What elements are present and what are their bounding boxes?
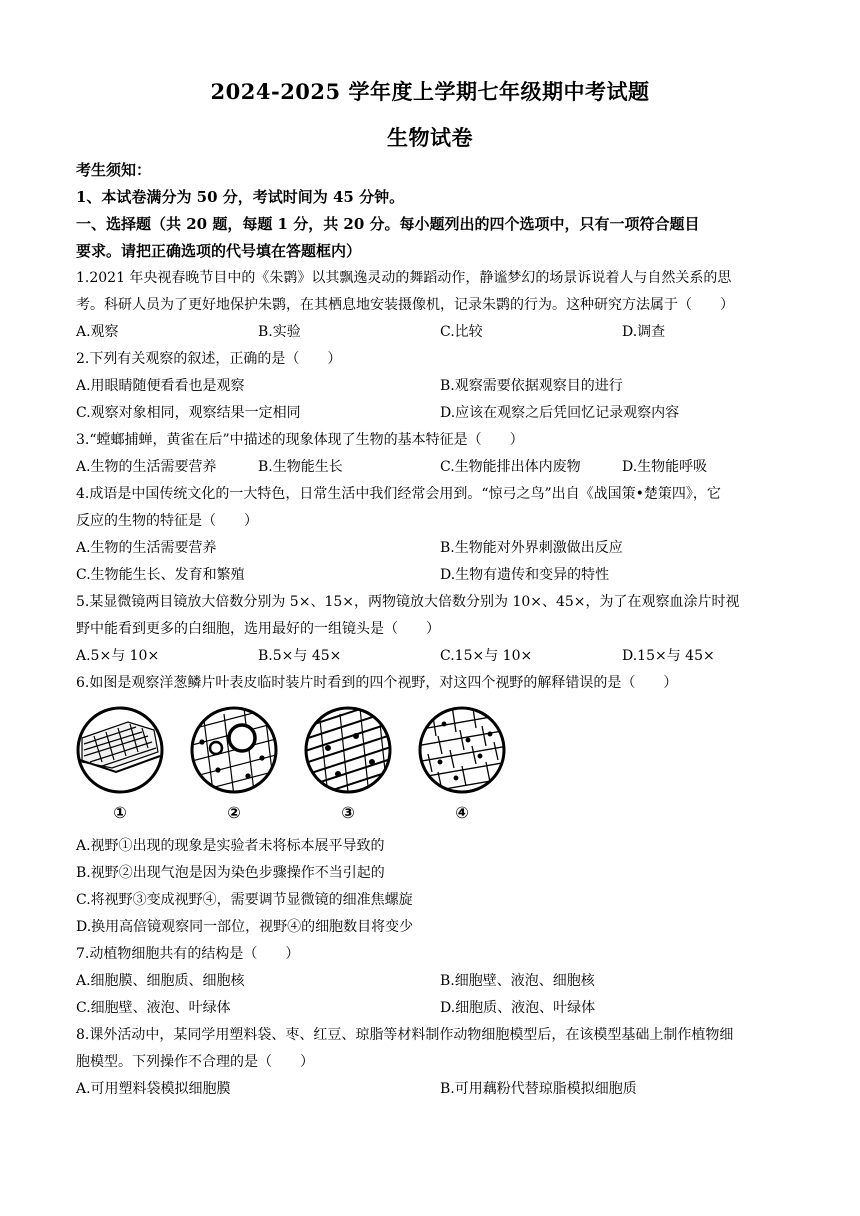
q2-option-b: B.观察需要依据观察目的进行 [440,378,623,394]
microscope-view-4 [416,700,508,794]
q3-option-d: D.生物能呼吸 [622,459,708,475]
q5-option-a: A.5×与 10× [76,648,160,664]
section-1-instructions-line-2: 要求。请把正确选项的代号填在答题框内） [76,242,362,260]
q7-option-c: C.细胞壁、液泡、叶绿体 [76,1000,231,1016]
q4-option-b: B.生物能对外界刺激做出反应 [440,540,623,556]
q2-option-c: C.观察对象相同，观察结果一定相同 [76,405,301,421]
q7-option-d: D.细胞质、液泡、叶绿体 [440,1000,596,1016]
q7-option-a: A.细胞膜、细胞质、细胞核 [76,973,245,989]
microscope-view-3 [302,700,394,800]
q1-option-a: A.观察 [76,324,119,340]
q8-option-a: A.可用塑料袋模拟细胞膜 [76,1081,231,1097]
q8-stem-line-2: 胞模型。下列操作不合理的是（ ） [76,1054,314,1070]
q3-option-b: B.生物能生长 [258,459,343,475]
q8-option-b: B.可用藕粉代替琼脂模拟细胞质 [440,1081,637,1097]
q5-option-d: D.15×与 45× [622,648,715,664]
notice-item-1: 1、本试卷满分为 50 分，考试时间为 45 分钟。 [76,188,405,206]
q2-option-d: D.应该在观察之后凭回忆记录观察内容 [440,405,680,421]
q1-option-c: C.比较 [440,324,483,340]
notice-heading: 考生须知： [76,161,152,179]
q3-stem: 3.“螳螂捕蝉，黄雀在后”中描述的现象体现了生物的基本特征是（ ） [76,432,524,448]
q6-stem: 6.如图是观察洋葱鳞片叶表皮临时装片时看到的四个视野，对这四个视野的解释错误的是（ ） [76,675,678,691]
q3-option-a: A.生物的生活需要营养 [76,459,217,475]
q5-stem-line-2: 野中能看到更多的白细胞，选用最好的一组镜头是（ ） [76,621,440,637]
exam-subtitle: 生物试卷 [387,125,473,150]
q6-option-b: B.视野②出现气泡是因为染色步骤操作不当引起的 [76,865,385,881]
q6-option-c: C.将视野③变成视野④，需要调节显微镜的细准焦螺旋 [76,892,413,908]
q1-stem-line-1: 1.2021 年央视春晚节目中的《朱鹮》以其飘逸灵动的舞蹈动作，静谧梦幻的场景诉说着人与自然关系的思 [76,270,732,286]
microscope-view-2 [188,704,280,800]
microscope-view-1 [78,708,162,792]
figure-label-3: ③ [341,803,355,822]
q6-option-d: D.换用高倍镜观察同一部位，视野④的细胞数目将变少 [76,919,414,935]
section-1-instructions-line-1: 一、选择题（共 20 题，每题 1 分，共 20 分。每小题列出的四个选项中，只有一项符合题目 [76,215,700,233]
q1-stem-line-2: 考。科研人员为了更好地保护朱鹮，在其栖息地安装摄像机，记录朱鹮的行为。这种研究方法属于（ ） [76,297,734,313]
exam-title: 2024-2025 学年度上学期七年级期中考试题 [210,79,650,104]
q4-stem-line-1: 4.成语是中国传统文化的一大特色，日常生活中我们经常会用到。“惊弓之鸟”出自《战国策•楚策四》，它 [76,486,721,502]
q4-option-c: C.生物能生长、发育和繁殖 [76,567,245,583]
q4-option-d: D.生物有遗传和变异的特性 [440,567,610,583]
microscope-fields-figure [76,700,536,830]
q4-option-a: A.生物的生活需要营养 [76,540,217,556]
q2-stem: 2.下列有关观察的叙述，正确的是（ ） [76,351,342,367]
q1-option-d: D.调查 [622,324,666,340]
figure-label-2: ② [227,803,241,822]
q7-option-b: B.细胞壁、液泡、细胞核 [440,973,595,989]
q4-stem-line-2: 反应的生物的特征是（ ） [76,513,258,529]
q7-stem: 7.动植物细胞共有的结构是（ ） [76,946,300,962]
q5-stem-line-1: 5.某显微镜两目镜放大倍数分别为 5×、15×，两物镜放大倍数分别为 10×、45×，为了在观察血涂片时视 [76,594,740,610]
q2-option-a: A.用眼睛随便看看也是观察 [76,378,245,394]
figure-label-1: ① [113,803,127,822]
figure-label-4: ④ [455,803,469,822]
q6-option-a: A.视野①出现的现象是实验者未将标本展平导致的 [76,838,385,854]
q5-option-c: C.15×与 10× [440,648,533,664]
q3-option-c: C.生物能排出体内废物 [440,459,581,475]
q1-option-b: B.实验 [258,324,301,340]
q8-stem-line-1: 8.课外活动中，某同学用塑料袋、枣、红豆、琼脂等材料制作动物细胞模型后，在该模型基础上制作植物细 [76,1027,734,1043]
q5-option-b: B.5×与 45× [258,648,342,664]
